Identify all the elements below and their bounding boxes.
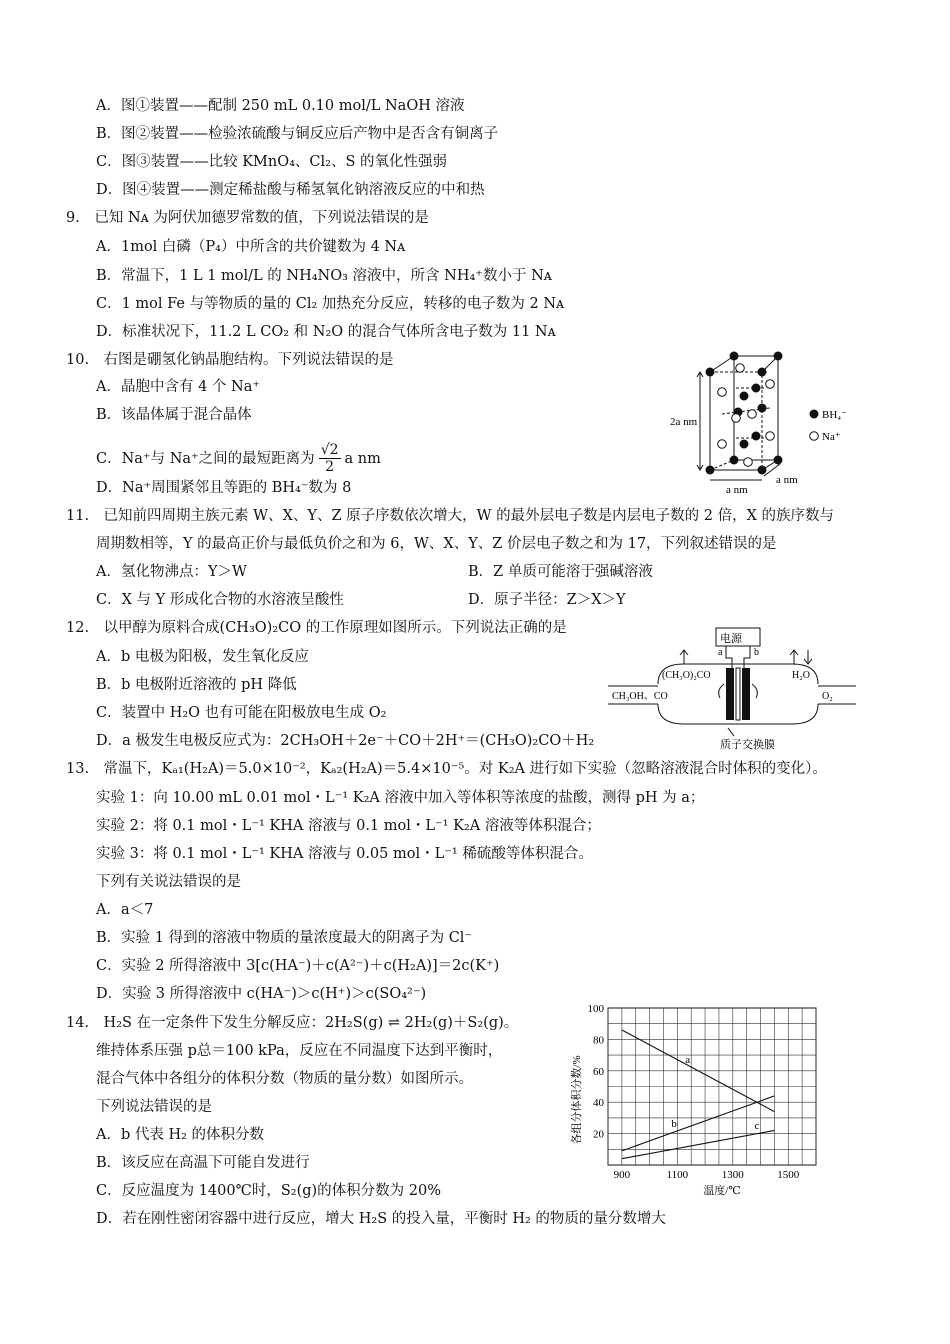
q11-stem-1: 11. 已知前四周期主族元素 W、X、Y、Z 原子序数依次增大，W 的最外层电子数是内层电子数的 2 倍，X 的族序数与 xyxy=(66,508,835,524)
q10-option-a: A．晶胞中含有 4 个 Na⁺ xyxy=(96,379,261,395)
q13-option-c: C．实验 2 所得溶液中 3[c(HA⁻)＋c(A²⁻)＋c(H₂A)]＝2c(K⁺) xyxy=(96,958,500,974)
series-label-b: b xyxy=(671,1117,677,1130)
q12-option-d: D．a 极发生电极反应式为：2CH₃OH＋2e⁻＋CO＋2H⁺＝(CH₃O)₂CO＋H₂ xyxy=(96,733,595,749)
series-label-c: c xyxy=(754,1120,760,1133)
q14-option-d: D．若在刚性密闭容器中进行反应，增大 H₂S 的投入量，平衡时 H₂ 的物质的量分数增大 xyxy=(96,1211,666,1227)
na-atoms xyxy=(718,364,775,467)
q13-option-d: D．实验 3 所得溶液中 c(HA⁻)＞c(H⁺)＞c(SO₄²⁻) xyxy=(96,986,427,1002)
q9-option-d: D．标准状况下，11.2 L CO₂ 和 N₂O 的混合气体所含电子数为 11 Nᴀ xyxy=(96,324,556,340)
q11-option-a: A．氢化物沸点：Y＞W xyxy=(96,564,247,580)
chart-ticks xyxy=(588,1003,800,1181)
q14-stem: 14. H₂S 在一定条件下发生分解反应：2H₂S(g) ⇌ 2H₂(g)＋S₂(g)。 xyxy=(66,1015,519,1031)
q14-stem-3: 混合气体中各组分的体积分数（物质的量分数）如图所示。 xyxy=(96,1071,473,1087)
q12-option-b: B．b 电极附近溶液的 pH 降低 xyxy=(96,677,297,693)
q14-stem-2: 维持体系压强 p总＝100 kPa，反应在不同温度下达到平衡时， xyxy=(96,1043,503,1059)
electrode-a-label: a xyxy=(718,647,723,658)
q11-option-b: B．Z 单质可能溶于强碱溶液 xyxy=(468,564,653,580)
q10-option-d: D．Na⁺周围紧邻且等距的 BH₄⁻数为 8 xyxy=(96,480,352,496)
h2o-label: H₂O xyxy=(792,670,810,681)
q11-stem-2: 周期数相等，Y 的最高正价与最低负价之和为 6，W、X、Y、Z 价层电子数之和为 17，下列叙述错误的是 xyxy=(96,536,777,552)
q9-stem: 9. 已知 Nᴀ 为阿伏加德罗常数的值，下列说法错误的是 xyxy=(66,210,429,226)
x-axis-label: 温度/℃ xyxy=(703,1185,741,1197)
base-label-1: a nm xyxy=(726,484,748,496)
q14-option-a: A．b 代表 H₂ 的体积分数 xyxy=(96,1127,265,1143)
y-tick-label: 60 xyxy=(593,1065,604,1078)
q13-exp-3: 实验 3：将 0.1 mol・L⁻¹ KHA 溶液与 0.05 mol・L⁻¹ 稀硫酸等体积混合。 xyxy=(96,846,593,862)
electrode-b-label: b xyxy=(754,647,759,658)
q13-stem: 13. 常温下，Kₐ₁(H₂A)＝5.0×10⁻²，Kₐ₂(H₂A)＝5.4×10⁻⁵。对 K₂A 进行如下实验（忽略溶液混合时体积的变化）。 xyxy=(66,761,827,777)
q13-ask: 下列有关说法错误的是 xyxy=(96,874,241,890)
q12-option-a: A．b 电极为阳极，发生氧化反应 xyxy=(96,649,309,665)
y-tick-label: 100 xyxy=(587,1003,604,1015)
q10-option-c-text: C．Na⁺与 Na⁺之间的最短距离为 xyxy=(96,450,315,467)
x-tick-label: 1100 xyxy=(666,1169,689,1181)
series-label-a: a xyxy=(685,1054,691,1067)
reactants-label: CH₃OH、CO xyxy=(612,691,668,702)
series-line-c xyxy=(622,1130,775,1158)
legend-bh4: BH₄⁻ xyxy=(822,409,847,421)
q9-option-b: B．常温下，1 L 1 mol/L 的 NH₄NO₃ 溶液中，所含 NH₄⁺数小于 Nᴀ xyxy=(96,268,552,284)
x-tick-label: 900 xyxy=(613,1169,631,1181)
legend-na: Na⁺ xyxy=(822,431,841,443)
y-tick-label: 80 xyxy=(593,1034,604,1047)
q8-option-c: C．图③装置——比较 KMnO₄、Cl₂、S 的氧化性强弱 xyxy=(96,154,448,170)
fraction-denominator: 2 xyxy=(325,459,335,475)
q14-option-c: C．反应温度为 1400℃时，S₂(g)的体积分数为 20% xyxy=(96,1183,442,1199)
q11-option-c: C．X 与 Y 形成化合物的水溶液呈酸性 xyxy=(96,592,344,608)
electrode-a xyxy=(726,668,734,720)
q10-stem: 10. 右图是硼氢化钠晶胞结构。下列说法错误的是 xyxy=(66,352,394,368)
series-line-b xyxy=(622,1096,775,1151)
o2-label: O₂ xyxy=(822,691,833,702)
y-axis-label: 各组分体积分数/% xyxy=(571,1055,583,1145)
base-label-2: a nm xyxy=(776,474,798,486)
x-tick-label: 1300 xyxy=(721,1169,744,1181)
q13-option-a: A．a＜7 xyxy=(96,902,154,918)
electrolysis-figure xyxy=(608,624,858,752)
q13-exp-2: 实验 2：将 0.1 mol・L⁻¹ KHA 溶液与 0.1 mol・L⁻¹ K₂A 溶液等体积混合； xyxy=(96,818,601,834)
q8-option-b: B．图②装置——检验浓硫酸与铜反应后产物中是否含有铜离子 xyxy=(96,126,499,142)
fraction xyxy=(319,442,341,475)
proton-exchange-membrane xyxy=(736,668,740,720)
product-label: (CH₃O)₂CO xyxy=(662,670,711,681)
q14-option-b: B．该反应在高温下可能自发进行 xyxy=(96,1155,310,1171)
q10-option-b: B．该晶体属于混合晶体 xyxy=(96,407,252,423)
height-label: 2a nm xyxy=(670,416,698,428)
volume-fraction-chart xyxy=(566,1000,836,1205)
power-label: 电源 xyxy=(720,633,742,645)
x-tick-label: 1500 xyxy=(777,1169,800,1181)
crystal-cell-figure xyxy=(664,348,850,498)
q10-option-c-unit: a nm xyxy=(344,450,381,467)
q13-option-b: B．实验 1 得到的溶液中物质的量浓度最大的阴离子为 Cl⁻ xyxy=(96,930,473,946)
q10-option-c xyxy=(96,442,381,475)
membrane-label: 质子交换膜 xyxy=(720,739,775,751)
q8-option-d: D．图④装置——测定稀盐酸与稀氢氧化钠溶液反应的中和热 xyxy=(96,182,485,198)
legend-bh4-icon xyxy=(810,410,819,419)
q13-exp-1: 实验 1：向 10.00 mL 0.01 mol・L⁻¹ K₂A 溶液中加入等体积等浓度的盐酸，测得 pH 为 a； xyxy=(96,790,705,806)
q12-stem: 12. 以甲醇为原料合成(CH₃O)₂CO 的工作原理如图所示。下列说法正确的是 xyxy=(66,620,567,636)
q9-option-a: A．1mol 白磷（P₄）中所含的共价键数为 4 Nᴀ xyxy=(96,239,406,255)
chart-grid xyxy=(608,1008,816,1165)
legend-na-icon xyxy=(810,432,819,441)
q8-option-a: A．图①装置——配制 250 mL 0.10 mol/L NaOH 溶液 xyxy=(96,98,465,114)
q14-ask: 下列说法错误的是 xyxy=(96,1099,212,1115)
q9-option-c: C．1 mol Fe 与等物质的量的 Cl₂ 加热充分反应，转移的电子数为 2 Nᴀ xyxy=(96,296,565,312)
fraction-numerator: √2 xyxy=(320,442,339,458)
y-tick-label: 20 xyxy=(593,1128,604,1141)
q11-option-d: D．原子半径：Z＞X＞Y xyxy=(468,592,626,608)
y-tick-label: 40 xyxy=(593,1097,604,1110)
electrode-b xyxy=(742,668,750,720)
chart-series xyxy=(622,1030,775,1159)
q12-option-c: C．装置中 H₂O 也有可能在阳极放电生成 O₂ xyxy=(96,705,387,721)
